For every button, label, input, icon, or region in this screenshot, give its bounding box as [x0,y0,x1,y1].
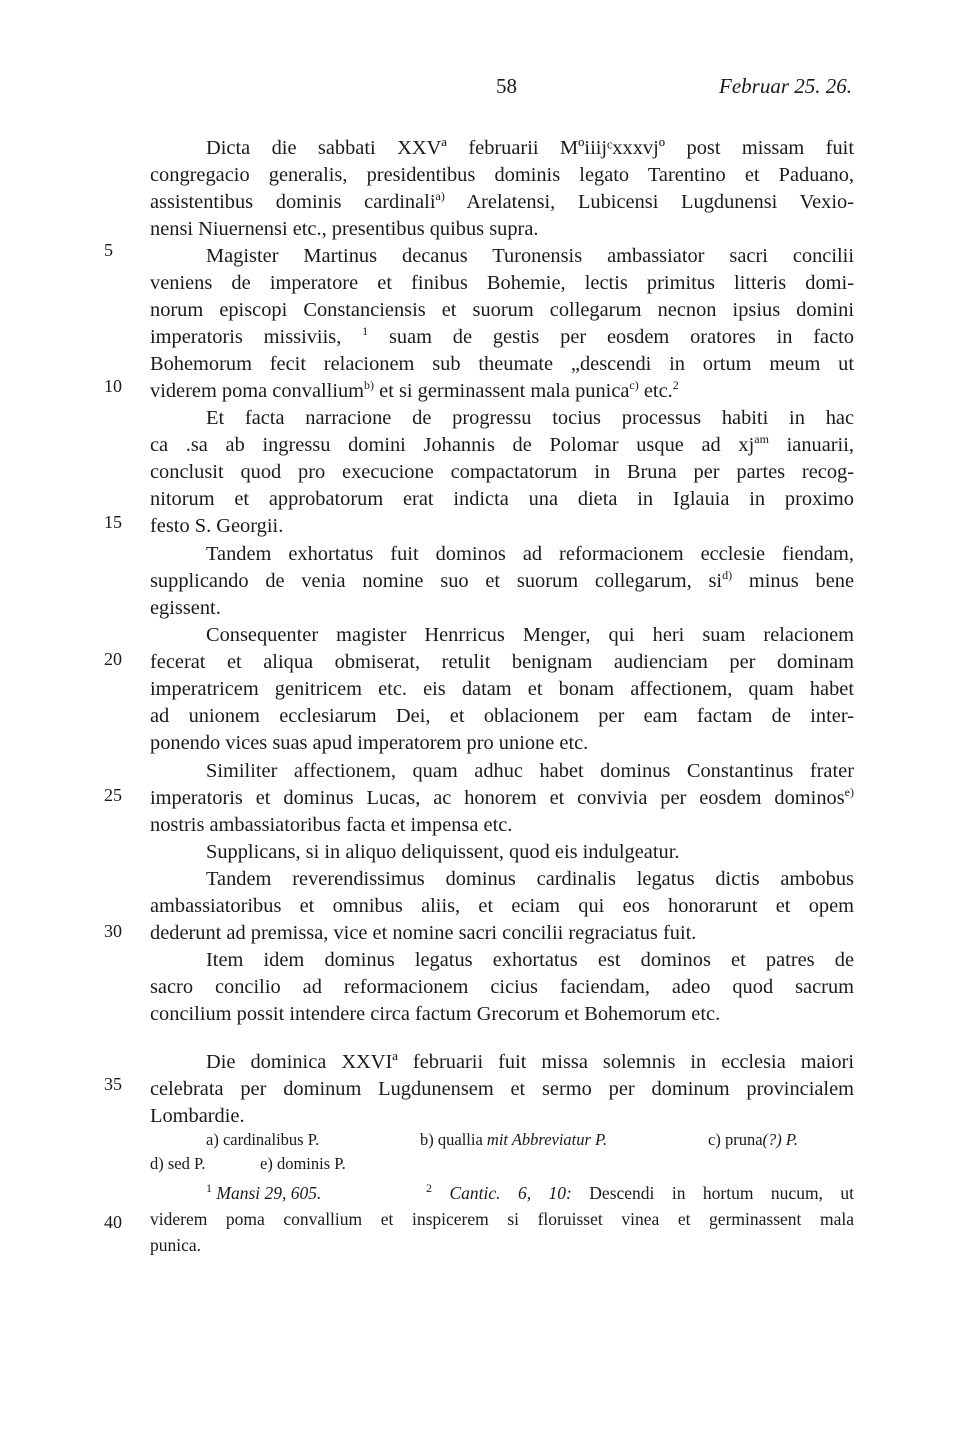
text-line: Tandem reverendissimus dominus cardinalis legatus dictis ambobus [206,868,854,890]
footnote: viderem poma convallium et inspicerem si floruisset vinea et germinassent mala [150,1209,854,1229]
page-number: 58 [496,74,517,98]
text-line: ca .sa ab ingressu domini Johannis de Polomar usque ad $xj^{am}$ ianuarii, [150,432,854,456]
line-number: 10 [104,376,122,396]
footnote: punica. [150,1235,202,1255]
text-line: celebrata per dominum Lugdunensem et sermo per dominum provincialem [150,1078,854,1100]
text-line: nensi Niuernensi etc., presentibus quibus supra. [150,218,539,240]
footnote-ref: 1 [362,324,369,339]
apparatus-ref: d) [722,568,733,583]
line-number: 25 [104,785,122,805]
footnote: $^2$ Cantic. 6, 10: Descendi in hortum nucum, ut [426,1181,854,1203]
text-line: Tandem exhortatus fuit dominos ad reformacionem ecclesie fiendam, [206,543,854,565]
running-head: Februar 25. 26. [719,74,852,98]
apparatus-ref: e) [844,785,854,800]
text-line: Similiter affectionem, quam adhuc habet dominus Constantinus frater [206,760,854,782]
text-line: concilium possit intendere circa factum Grecorum et Bohemorum etc. [150,1003,721,1025]
text-line: imperatricem genitricem etc. eis datam et bonam affectionem, quam habet [150,678,854,700]
footnote: $^1$ Mansi 29, 605. [206,1181,322,1203]
text-line: sacro concilio ad reformacionem cicius faciendam, adeo quod sacrum [150,976,854,998]
line-number: 20 [104,649,122,669]
page-header [0,74,960,108]
line-number: 5 [104,240,113,260]
apparatus-note: c) pruna(?) P. [708,1130,798,1149]
text-line: ad unionem ecclesiarum Dei, et oblacionem per eam factam de inter- [150,705,854,727]
text-line: nostris ambassiatoribus facta et impensa etc. [150,814,513,836]
text-line: Consequenter magister Henrricus Menger, qui heri suam relacionem [206,624,854,646]
line-number: 30 [104,921,122,941]
text-line: congregacio generalis, presidentibus dominis legato Tarentino et Paduano, [150,164,854,186]
text-line: nitorum et approbatorum erat indicta una dieta in Iglauia in proximo [150,488,854,510]
text-line: viderem poma convallium$^{b)}$ et si germinassent mala punica$^{c)}$ etc.$^2$ [150,378,679,402]
apparatus-ref: c) [629,378,639,393]
apparatus-ref: a) [435,189,445,204]
text-line: Dicta die sabbati XXVª februarii Mºiiijᶜxxxvjº post missam fuit [206,137,854,159]
text-line: festo S. Georgii. [150,515,284,537]
text-line: assistentibus dominis cardinali$^{a)}$ Arelatensi, Lubicensi Lugdunensi Vexio- [150,189,854,213]
text-line: Die dominica XXVIª februarii fuit missa solemnis in ecclesia maiori [206,1051,854,1073]
line-number: 40 [104,1212,122,1232]
text-line: Supplicans, si in aliquo deliquissent, quod eis indulgeatur. [206,841,680,863]
text-line: Et facta narracione de progressu tocius processus habiti in hac [206,407,854,429]
text-line: dederunt ad premissa, vice et nomine sacri concilii regraciatus fuit. [150,922,697,944]
text-line: Bohemorum fecit relacionem sub theumate „descendi in ortum meum ut [150,353,854,375]
text-line: Item idem dominus legatus exhortatus est dominos et patres de [206,949,854,971]
apparatus-note: d) sed P. [150,1154,206,1173]
text-line: supplicando de venia nomine suo et suorum collegarum, $si^{d)}$ minus bene [150,568,855,592]
text-line: conclusit quod pro execucione compactatorum in Bruna per partes recog- [150,461,854,483]
text-line: Lombardie. [150,1105,245,1127]
text-line: egissent. [150,597,221,619]
apparatus-ref: b) [364,378,375,393]
text-line: imperatoris missiviis, $^1$ suam de gestis per eosdem oratores in facto [150,324,854,348]
apparatus-note: b) quallia mit Abbreviatur P. [420,1130,608,1149]
line-number: 35 [104,1074,122,1094]
text-line: veniens de imperatore et finibus Bohemie, lectis primitus litteris domi- [150,272,854,294]
text-line: Magister Martinus decanus Turonensis ambassiator sacri concilii [206,245,854,267]
text-line: ponendo vices suas apud imperatorem pro unione etc. [150,732,589,754]
text-line: ambassiatoribus et omnibus aliis, et eciam qui eos honorarunt et opem [150,895,854,917]
footnote-ref: 2 [672,378,679,393]
text-line: norum episcopi Constanciensis et suorum collegarum necnon ipsius domini [150,299,854,321]
line-number: 15 [104,512,122,532]
apparatus-note: e) dominis P. [260,1154,346,1173]
apparatus-note: a) cardinalibus P. [206,1130,320,1149]
text-line: fecerat et aliqua obmiserat, retulit benignam audienciam per dominam [150,651,854,673]
text-line: imperatoris et dominus Lucas, ac honorem et convivia per eosdem dominos$^{e)}$ [150,785,854,809]
